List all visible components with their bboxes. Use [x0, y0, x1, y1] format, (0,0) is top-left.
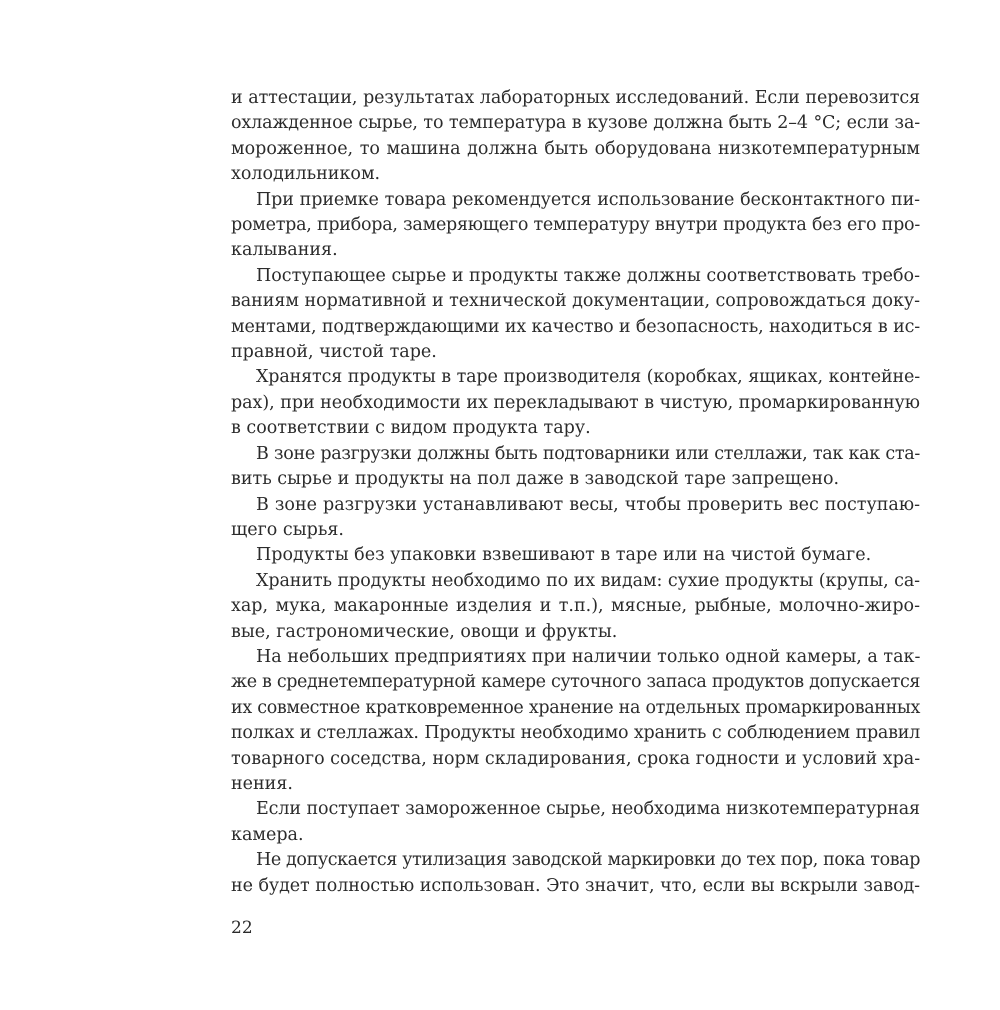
text-line: При приемке товара рекомендуется использование бесконтактного пи- [256, 189, 920, 210]
text-line: правной, чистой таре. [231, 342, 437, 363]
text-line: холодильником. [231, 164, 381, 185]
text-line: Если поступает замороженное сырье, необходима низкотемпературная [256, 799, 920, 820]
text-line: На небольших предприятиях при наличии только одной камеры, а так- [256, 646, 921, 667]
text-line: В зоне разгрузки устанавливают весы, чтобы проверить вес поступаю- [256, 494, 920, 515]
text-line: рах), при необходимости их перекладывают в чистую, промаркированную [231, 392, 920, 413]
text-line: рометра, прибора, замеряющего температуру внутри продукта без его про- [231, 215, 920, 236]
text-line: ментами, подтверждающими их качество и безопасность, находиться в ис- [231, 316, 920, 337]
text-line: нения. [231, 773, 293, 794]
text-line: не будет полностью использован. Это значит, что, если вы вскрыли завод- [231, 875, 920, 896]
text-line: полках и стеллажах. Продукты необходимо хранить с соблюдением правил [231, 723, 920, 744]
text-line: их совместное кратковременное хранение на отдельных промаркированных [231, 697, 920, 718]
text-line: в соответствии с видом продукта тару. [231, 418, 591, 439]
body-text [231, 86, 920, 899]
text-line: же в среднетемпературной камере суточного запаса продуктов допускается [231, 672, 920, 693]
text-line: вые, гастрономические, овощи и фрукты. [231, 621, 618, 642]
text-line: Хранить продукты необходимо по их видам: сухие продукты (крупы, са- [256, 570, 920, 591]
text-line: мороженное, то машина должна быть оборудована низкотемпературным [231, 138, 920, 159]
text-line: товарного соседства, норм складирования, срока годности и условий хра- [231, 748, 921, 769]
text-line: ваниям нормативной и технической документации, сопровождаться доку- [231, 291, 920, 312]
text-line: хар, мука, макаронные изделия и т.п.), мясные, рыбные, молочно-жиро- [231, 596, 920, 617]
text-line: и аттестации, результатах лабораторных исследований. Если перевозится [231, 88, 920, 108]
text-line: камера. [231, 824, 304, 845]
text-line: охлажденное сырье, то температура в кузове должна быть 2–4 °C; если за- [231, 113, 920, 134]
text-line: калывания. [231, 240, 338, 261]
text-line: Хранятся продукты в таре производителя (коробках, ящиках, контейне- [256, 367, 920, 388]
text-line: Продукты без упаковки взвешивают в таре или на чистой бумаге. [256, 545, 872, 566]
text-line: Поступающее сырье и продукты также должны соответствовать требо- [256, 265, 920, 286]
text-line: щего сырья. [231, 519, 344, 540]
page-number: 22 [231, 918, 253, 938]
text-line: В зоне разгрузки должны быть подтоварники или стеллажи, так как ста- [256, 443, 920, 464]
text-line: вить сырье и продукты на пол даже в заводской таре запрещено. [231, 469, 840, 490]
text-line: Не допускается утилизация заводской маркировки до тех пор, пока товар [256, 850, 920, 871]
